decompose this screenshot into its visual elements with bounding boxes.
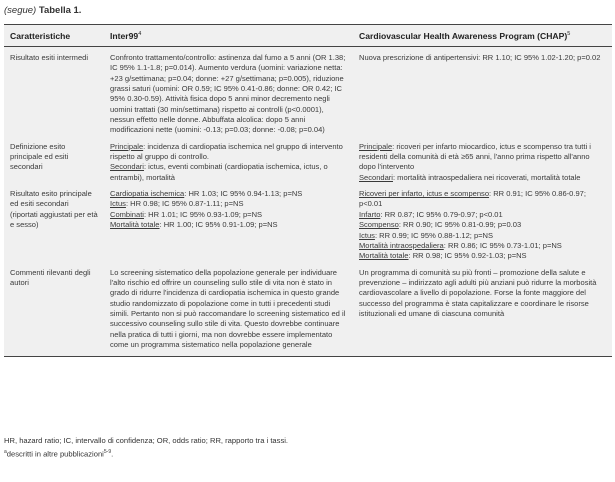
inter99-cell <box>104 186 353 264</box>
term-text: : RR 0.87; IC 95% 0.79-0.97; p<0.01 <box>380 209 503 219</box>
caption-title: Tabella 1. <box>38 5 82 16</box>
term-text: : HR 1.03; IC 95% 0.94-1.13; p=NS <box>184 189 303 199</box>
inter99-cell: Lo screening sistematico della popolazione generale per individuare l'alto rischio ed offrire un counseling sullo stile di vita non è stato in grado di ridurre l'incidenza di cardiopatia ischemica in questo grande studio randomizzato di popolazione come in tutti i precedenti studi simili. Pertanto non si può raccomandare lo screening sistematico ed il successivo counseling sullo stile di vita. Questo dovrebbe continuare nella pratica di tutti i giorni, ma non dovrebbe essere implementato come un programma sistematico nella popolazione generale <box>104 265 353 357</box>
term-text: : RR 0.98; IC 95% 0.92-1.03; p=NS <box>408 251 527 261</box>
chap-cell: Nuova prescrizione di antipertensivi: RR 1.10; IC 95% 1.02-1.20; p=0.02 <box>359 53 601 62</box>
table-row <box>4 265 612 357</box>
term: Ricoveri per infarto, ictus e scompenso <box>359 189 490 199</box>
term: Secondari <box>110 162 144 172</box>
term: Mortalità totale <box>359 251 409 261</box>
table-row <box>4 139 612 186</box>
term: Principale <box>110 141 144 151</box>
row-label: Definizione esito principale ed esiti secondari <box>10 141 69 172</box>
term: Cardiopatia ischemica <box>110 189 185 199</box>
header-characteristics: Caratteristiche <box>4 25 104 47</box>
footnote-abbreviations: HR, hazard ratio; IC, intervallo di confidenza; OR, odds ratio; RR, rapporto tra i tassi. <box>4 436 289 445</box>
term-text: : HR 0.98; IC 95% 0.87-1.11; p=NS <box>125 199 244 209</box>
term-text: : RR 0.91; IC 95% 0.86-0.97; p<0.01 <box>359 189 586 209</box>
chap-cell: Un programma di comunità su più fronti – promozione della salute e prevenzione – indirizzato agli adulti più anziani può ridurre la morbosità cardiovascolare a livello di popolazione. Forse la fonte maggiore del successo del programma è stata capitalizzare e coordinare le risorse istituzionali ed umane di ciascuna comunità <box>353 265 612 357</box>
table-header-row <box>4 25 612 47</box>
term: Secondari <box>359 172 393 182</box>
header-chap: Cardiovascular Health Awareness Program (CHAP)$^5$ <box>353 25 612 47</box>
footnote-note: $^a$descritti in altre pubblicazioni$^{5-9}$. <box>4 448 114 459</box>
term-text: : incidenza di cardiopatia ischemica nel gruppo di intervento rispetto al gruppo di controllo. <box>110 141 343 162</box>
table-row <box>4 47 612 139</box>
term-text: : HR 1.01; IC 95% 0.93-1.09; p=NS <box>143 209 263 219</box>
chap-cell <box>353 139 612 186</box>
term: Ictus <box>110 199 126 209</box>
term: Scompenso <box>359 220 399 230</box>
row-label: Commenti rilevanti degli autori <box>4 265 104 357</box>
term: Ictus <box>359 230 375 240</box>
footnotes <box>4 436 288 460</box>
term-text: : RR 0.99; IC 95% 0.88-1.12; p=NS <box>374 230 494 240</box>
row-label: Risultato esiti intermedi <box>10 53 89 62</box>
term: Infarto <box>359 209 381 219</box>
term-text: : ricoveri per infarto miocardico, ictus e scompenso tra tutti i residenti della comunità di età ≥65 anni, l'anno prima rispetto all'anno dopo l'intervento <box>359 141 591 172</box>
header-inter99: $Inter99^4$ <box>104 25 353 47</box>
caption-prefix: (segue) <box>4 5 37 16</box>
row-label: Risultato esito principale ed esiti secondari (riportati aggiustati per età e sesso) <box>10 189 98 230</box>
term-text: : ictus, eventi combinati (cardiopatia ischemica, ictus, o entrambi), mortalità <box>110 162 328 182</box>
term: Combinati <box>110 209 144 219</box>
inter99-cell: Confronto trattamento/controllo: astinenza dal fumo a 5 anni (OR 1.38; IC 95% 1.1-1.8; p=0.014). Aumento verdura (uomini: variazione netta: +23 g/settimana; p=0.04; donne: +27 g/settimana; p=0.005), riduzione grassi saturi (uomini: OR 0.59; IC 95% 0.41-0.86; donne: OR 0.42; IC 95% 0.30-0.59). Attività fisica dopo 5 anni minor decremento negli uomini trattati (30 min/settimana) rispetto ai controlli (p<0.0001), nessun effetto nelle donne. Abbuffata alcolica: dopo 5 anni modificazioni nette (uomini: -0.13; p=0.03; donne: -0.08; p=0.04) <box>110 53 346 135</box>
term: Principale <box>359 141 393 151</box>
term: Mortalità intraospedaliera <box>359 240 444 250</box>
chap-cell <box>353 186 612 264</box>
term-text: : RR 0.86; IC 95% 0.73-1.01; p=NS <box>443 240 562 250</box>
term-text: : mortalità intraospedaliera nei ricoverati, mortalità totale <box>392 172 581 182</box>
table-caption <box>4 5 81 16</box>
table-row <box>4 186 612 264</box>
inter99-cell <box>104 139 353 186</box>
comparison-table <box>4 24 612 357</box>
term-text: : HR 1.00; IC 95% 0.91-1.09; p=NS <box>159 220 278 230</box>
term: Mortalità totale <box>110 220 160 230</box>
term-text: : RR 0.90; IC 95% 0.81-0.99; p=0.03 <box>398 220 522 230</box>
